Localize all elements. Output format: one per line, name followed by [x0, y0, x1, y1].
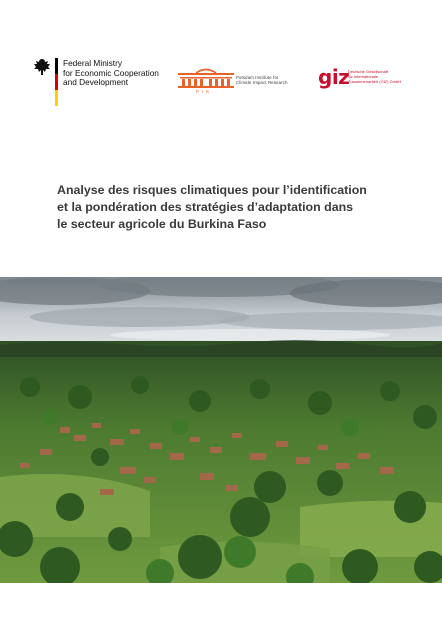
flag-stripe-red [55, 74, 58, 90]
pik-name [236, 75, 288, 85]
bmz-line: Federal Ministry [63, 58, 123, 68]
bmz-logo [33, 58, 163, 106]
village-landscape-image [0, 277, 442, 583]
giz-name [348, 69, 401, 84]
bmz-line: and Development [63, 77, 129, 88]
federal-eagle-icon [33, 58, 51, 76]
bmz-name [63, 59, 159, 88]
flag-stripe-black [55, 58, 58, 74]
title-line: Analyse des risques climatiques pour l’identification [57, 183, 367, 197]
german-flag-bar [55, 58, 58, 106]
landscape-photo [0, 277, 442, 583]
pik-name-line: Climate Impact Research [236, 80, 288, 86]
bmz-line: for Economic Cooperation [63, 67, 159, 78]
title-line: et la pondération des stratégies d’adaptation dans [57, 200, 354, 214]
pik-logo [178, 68, 298, 96]
title-line: le secteur agricole du Burkina Faso [57, 217, 267, 231]
pik-abbreviation: PIK [196, 89, 213, 94]
giz-name-line: Zusammenarbeit (GIZ) GmbH [348, 79, 402, 84]
giz-logo [318, 67, 410, 93]
document-title [57, 182, 397, 233]
pik-telescope-mark-icon [178, 68, 234, 88]
giz-wordmark: giz [318, 65, 350, 89]
giz-name-line: Deutsche Gesellschaft [348, 69, 389, 74]
flag-stripe-gold [55, 90, 58, 106]
giz-name-line: für Internationale [348, 74, 379, 79]
pik-name-line: Potsdam Institute for [236, 75, 279, 80]
